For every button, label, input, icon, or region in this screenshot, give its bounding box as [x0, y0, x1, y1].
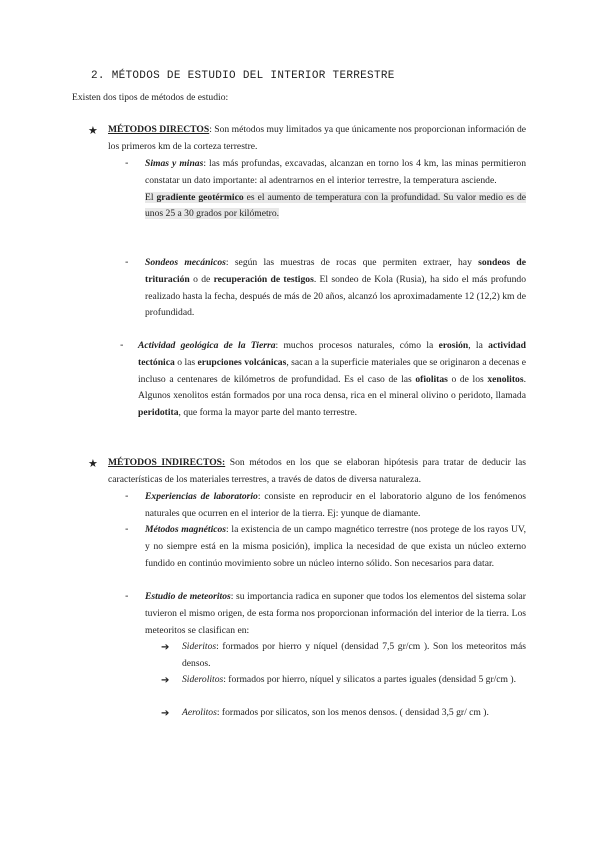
arrow-bullet-icon: ➔ [161, 675, 170, 686]
actividad-text-6: . Algunos xenolitos están formados por una roca densa, rica en el mineral olivino o peridoto, llamada [138, 373, 526, 402]
meteorito-item [182, 672, 526, 689]
indirectos-heading: MÉTODOS INDIRECTOS: [108, 457, 226, 468]
star-bullet-icon: ★ [88, 457, 98, 470]
actividad-text-7: , que forma la mayor parte del manto terrestre. [178, 407, 357, 419]
magneticos-text: : la existencia de un campo magnético terrestre (nos protege de los rayos UV, y no siempre está en la misma posición), implica la necesidad de que exista un núcleo externo fundido en continúo movimiento sobre un núcleo interno sólido. Son necesarios para datar. [145, 524, 526, 569]
meteoritos-paragraph [145, 589, 526, 639]
dash-bullet-icon: - [125, 491, 129, 502]
indirectos-text: Son métodos en los que se elaboran hipótesis para tratar de deducir las características de los materiales terrestres, a través de datos de diversa naturaleza. [108, 457, 526, 485]
actividad-text-1: : muchos procesos naturales, cómo la [275, 340, 439, 351]
gradiente-pre: El [145, 191, 157, 203]
arrow-bullet-icon: ➔ [161, 642, 170, 653]
actividad-text-3: o las [174, 356, 198, 368]
arrow-bullet-icon: ➔ [161, 708, 170, 719]
meteorito-name: Aerolitos [182, 707, 217, 718]
directos-paragraph [108, 122, 526, 156]
actividad-text-4: , sacan a la superficie materiales que se originaron a decenas e incluso a centenares de kilómetros de profundidad. Es el caso de las [138, 356, 526, 385]
meteoritos-label: Estudio de meteoritos [145, 591, 231, 602]
meteorito-item [182, 639, 526, 673]
sondeos-text-1: : según las muestras de rocas que permiten extraer, hay [225, 257, 479, 268]
meteorito-desc: : formados por silicatos, son los menos densos. ( densidad 3,5 gr/ cm ). [216, 707, 489, 718]
indirectos-paragraph [108, 455, 526, 489]
experiencias-label: Experiencias de laboratorio [145, 491, 258, 502]
actividad-paragraph [138, 338, 526, 422]
meteorito-item [182, 705, 526, 722]
dash-bullet-icon: - [120, 340, 124, 351]
section-title: 2. MÉTODOS DE ESTUDIO DEL INTERIOR TERRESTRE [91, 70, 395, 82]
actividad-bold-2: actividad tectónica [138, 340, 527, 368]
sondeos-label: Sondeos mecánicos [145, 257, 226, 268]
directos-text: : Son métodos muy limitados ya que únicamente nos proporcionan información de los primeros km de la corteza terrestre. [108, 124, 527, 152]
simas-text: : las más profundas, excavadas, alcanzan en torno los 4 km, las minas permitieron constatar un dato importante: al adentrarnos en el interior terrestre, la temperatura asciende. [145, 158, 526, 186]
actividad-bold-6: peridotita [138, 407, 179, 419]
star-bullet-icon: ★ [88, 124, 98, 137]
meteorito-name: Siderolitos [182, 674, 224, 685]
magneticos-label: Métodos magnéticos [145, 524, 227, 535]
sondeos-bold-1: sondeos de trituración [145, 257, 526, 285]
gradiente-post: es el aumento de temperatura con la profundidad. Su valor medio es de unos 25 a 30 grados por kilómetro. [145, 191, 526, 220]
actividad-text-5: o de los [447, 373, 488, 385]
actividad-bold-5: xenolitos [487, 373, 524, 385]
dash-bullet-icon: - [125, 524, 129, 535]
sondeos-paragraph [145, 255, 526, 322]
simas-paragraph [145, 156, 526, 223]
actividad-bold-4: ofiolitas [415, 373, 448, 385]
actividad-bold-1: erosión [438, 340, 469, 351]
magneticos-paragraph [145, 522, 526, 572]
directos-heading: MÉTODOS DIRECTOS [108, 124, 210, 135]
experiencias-text: : consiste en reproducir en el laboratorio alguno de los fenómenos naturales que ocurren en el interior de la tierra. Ej: yunque de diamante. [145, 491, 526, 519]
gradiente-highlight [145, 192, 526, 220]
dash-bullet-icon: - [125, 257, 129, 268]
intro-text: Existen dos tipos de métodos de estudio: [72, 92, 229, 103]
dash-bullet-icon: - [125, 158, 129, 169]
gradiente-term: gradiente geotérmico [156, 191, 244, 203]
meteorito-name: Sideritos [182, 641, 217, 652]
actividad-text-2: , la [468, 340, 489, 351]
dash-bullet-icon: - [125, 591, 129, 602]
experiencias-paragraph [145, 489, 526, 523]
meteoritos-text: : su importancia radica en suponer que todos los elementos del sistema solar tuvieron el mismo origen, de esta forma nos proporcionan información del interior de la tierra. Los meteoritos se clasifican en: [145, 591, 526, 636]
sondeos-text-3: . El sondeo de Kola (Rusia), ha sido el más profundo realizado hasta la fecha, después de más de 20 años, alcanzó los aproximadamente 12 (12,2) km de profundidad. [145, 273, 526, 319]
actividad-label: Actividad geológica de la Tierra [138, 340, 276, 351]
sondeos-text-2: o de [189, 273, 214, 285]
sondeos-bold-2: recuperación de testigos [213, 273, 314, 285]
meteorito-desc: : formados por hierro y níquel (densidad 7,5 gr/cm ). Son los meteoritos más densos. [182, 641, 526, 669]
meteorito-desc: : formados por hierro, níquel y silicatos a partes iguales (densidad 5 gr/cm ). [223, 674, 517, 685]
actividad-bold-3: erupciones volcánicas [197, 356, 287, 368]
simas-label: Simas y minas [145, 158, 204, 169]
